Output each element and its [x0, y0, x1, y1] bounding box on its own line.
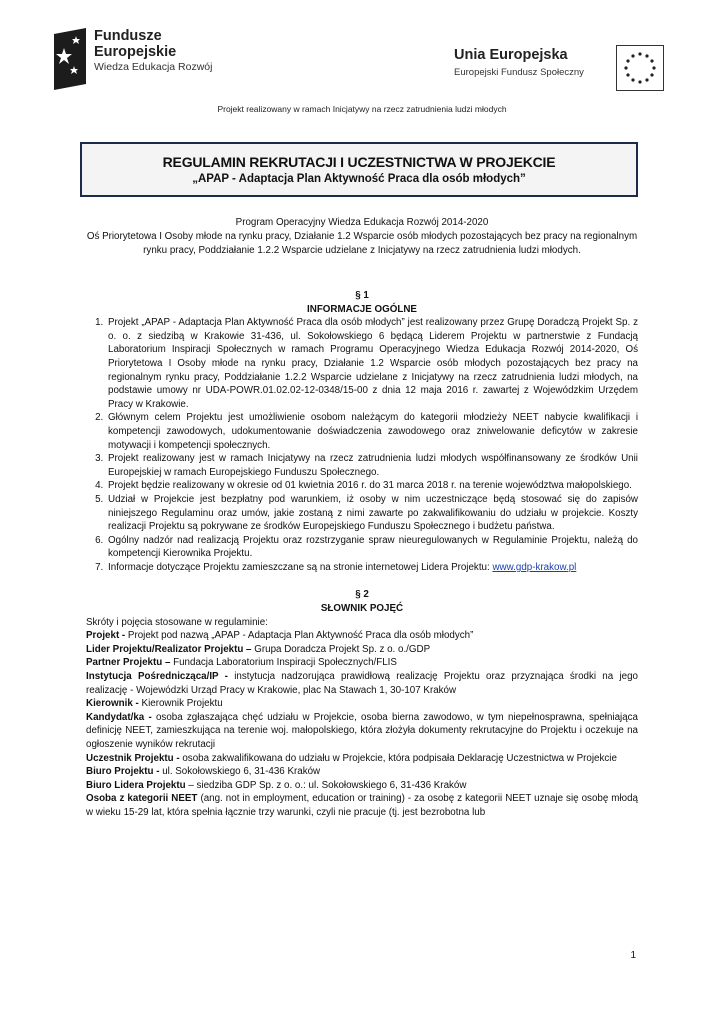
definition-item [86, 792, 638, 819]
list-item: 6. Ogólny nadzór nad realizacją Projektu oraz rozstrzyganie spraw nieuregulowanych w Regulaminie Projektu, należą do kompetencji Kierownika Projektu. [106, 534, 638, 561]
program-line1: Program Operacyjny Wiedza Edukacja Rozwój 2014-2020 [235, 217, 489, 228]
list-item: 5. Udział w Projekcie jest bezpłatny pod warunkiem, iż osoby w nim uczestniczące będą stosować się do zapisów niniejszego Regulaminu oraz umów, jakie zostaną z nimi zawarte po zakwalifikowaniu do udziału w projekcie. Koszty realizacji Projektu są pokrywane ze środków Europejskiego Funduszu Społecznego i budżetu państwa. [106, 493, 638, 534]
list-item: 3. Projekt realizowany jest w ramach Inicjatywy na rzecz zatrudnienia ludzi młodych współfinansowany ze środków Unii Europejskiej w ramach Europejskiego Funduszu Społecznego. [106, 452, 638, 479]
definition-term: Partner Projektu – [86, 657, 171, 669]
definition-text: (ang. not in employment, education or training) - za osobę z kategorii NEET uznaje się osobę młodą w wieku 15-29 lat, która spełnia łącznie trzy warunki, czyli nie pracuje (tj. jest bezrobotna lub [86, 793, 638, 818]
definition-text: Projekt pod nazwą „APAP - Adaptacja Plan Aktywność Praca dla osób młodych” [125, 630, 474, 642]
definition-item [86, 765, 638, 779]
section1-title: INFORMACJE OGÓLNE [307, 303, 417, 315]
definition-text: – siedziba GDP Sp. z o. o.: ul. Sokołowskiego 6, 31-436 Kraków [185, 779, 467, 791]
document-title-box [80, 142, 638, 197]
definition-term: Kandydat/ka - [86, 711, 152, 723]
section1-number: § 1 [355, 290, 369, 301]
program-line2: Oś Priorytetowa I Osoby młode na rynku pracy, Działanie 1.2 Wsparcie osób młodych pozostających bez pracy na regionalnym rynku pracy, Poddziałanie 1.2.2 Wsparcie udzielane z Inicjatywy na rzecz zatrudnienia ludzi młodych. [86, 231, 638, 257]
section2-number: § 2 [355, 589, 369, 601]
section1-list [86, 316, 638, 574]
definition-term: Biuro Lidera Projektu [86, 779, 186, 791]
definition-item [86, 697, 638, 711]
definition-term: Instytucja Pośrednicząca/IP - [86, 671, 228, 683]
document-subtitle: „APAP - Adaptacja Plan Aktywność Praca dla osób młodych” [192, 173, 526, 185]
right-logo-line2: Europejski Fundusz Społeczny [454, 67, 584, 78]
definition-term: Uczestnik Projektu - [86, 752, 180, 764]
definition-item [86, 670, 638, 697]
definition-item [86, 711, 638, 752]
definition-item [86, 752, 638, 766]
definition-term: Osoba z kategorii NEET [86, 793, 198, 805]
header-note: Projekt realizowany w ramach Inicjatywy na rzecz zatrudnienia ludzi młodych [217, 104, 507, 114]
list-item [106, 561, 638, 575]
document-title: REGULAMIN REKRUTACJI I UCZESTNICTWA W PROJEKCIE [162, 154, 556, 170]
fe-star-logo-icon [50, 28, 90, 90]
definition-item [86, 656, 638, 670]
definition-term: Lider Projektu/Realizator Projektu – [86, 643, 252, 655]
item7-text: Informacje dotyczące Projektu zamieszczane są na stronie internetowej Lidera Projektu: [108, 561, 490, 573]
document-body [86, 289, 638, 820]
list-item: 2. Głównym celem Projektu jest umożliwienie osobom należącym do kategorii młodzieży NEET nabycie kwalifikacji i kompetencji zawodowych, udokumentowanie doświadczenia zawodowego oraz zniwelowanie deficytów w zakresie motywacji i kompetencji społecznych. [106, 411, 638, 452]
definition-text: ul. Sokołowskiego 6, 31-436 Kraków [159, 766, 321, 778]
definition-text: Fundacja Laboratorium Inspiracji Społecznych/FLIS [170, 657, 397, 669]
definition-term: Projekt - [86, 630, 126, 642]
left-logo-line3: Wiedza Edukacja Rozwój [94, 61, 213, 73]
definition-item [86, 629, 638, 643]
definition-text: Kierownik Projektu [138, 698, 223, 710]
definition-text: instytucja nadzorująca prawidłową realizację Projektu oraz przyznająca środki na jego realizację - Wojewódzki Urząd Pracy w Krakowie, plac Na Stawach 1, 30-107 Kraków [86, 671, 638, 696]
section2-title: SŁOWNIK POJĘĆ [320, 603, 404, 615]
website-link[interactable]: www.gdp-krakow.pl [492, 561, 577, 573]
unia-europejska-logo [452, 45, 678, 91]
right-logo-line1: Unia Europejska [454, 47, 568, 63]
program-info [86, 216, 638, 259]
definition-term: Biuro Projektu - [86, 766, 160, 778]
list-item: 1. Projekt „APAP - Adaptacja Plan Aktywność Praca dla osób młodych” jest realizowany przez Grupę Doradczą Projekt Sp. z o. o. z siedzibą w Krakowie 31-436, ul. Sokołowskiego 6 będącą Liderem Projektu w partnerstwie z Fundacją Laboratorium Inspiracji Społecznych w ramach Programu Operacyjnego Wiedza Edukacja Rozwój 2014-2020, Oś Priorytetowa I Osoby młode na rynku pracy, Działanie 1.2 Wsparcie osób młodych pozostających bez pracy na regionalnym rynku pracy, Poddziałanie 1.2.2 Wsparcie udzielane z Inicjatywy na rzecz zatrudnienia ludzi młodych, na podstawie umowy nr UDA-POWR.01.02.02-12-0348/15-00 z dnia 12 maja 2016 r. zawartej z Wojewódzkim Urzędem Pracy w Krakowie. [106, 316, 638, 411]
page-number: 1 [630, 950, 636, 961]
definition-term: Kierownik - [86, 698, 139, 710]
list-item: 4. Projekt będzie realizowany w okresie od 01 kwietnia 2016 r. do 31 marca 2018 r. na terenie województwa małopolskiego. [106, 479, 638, 493]
definition-text: Grupa Doradcza Projekt Sp. z o. o./GDP [251, 643, 431, 655]
fundusze-europejskie-logo [50, 28, 240, 90]
left-logo-line2: Europejskie [94, 44, 177, 60]
definition-item [86, 643, 638, 657]
eu-flag-icon [616, 45, 664, 91]
definition-item [86, 779, 638, 793]
section2-intro: Skróty i pojęcia stosowane w regulaminie: [86, 616, 268, 628]
definition-text: osoba zgłaszająca chęć udziału w Projekcie, osoba bierna zawodowo, w tym niepełnosprawna, spełniająca definicję NEET, zamieszkująca na terenie woj. małopolskiego, która złożyła dokumenty rekrutacyjne do Projektu i oczekuje na ogłoszenie wyników rekrutacji [86, 711, 638, 750]
left-logo-line1: Fundusze [94, 28, 162, 44]
definition-text: osoba zakwalifikowana do udziału w Projekcie, która podpisała Deklarację Uczestnictwa w Projekcie [179, 752, 617, 764]
